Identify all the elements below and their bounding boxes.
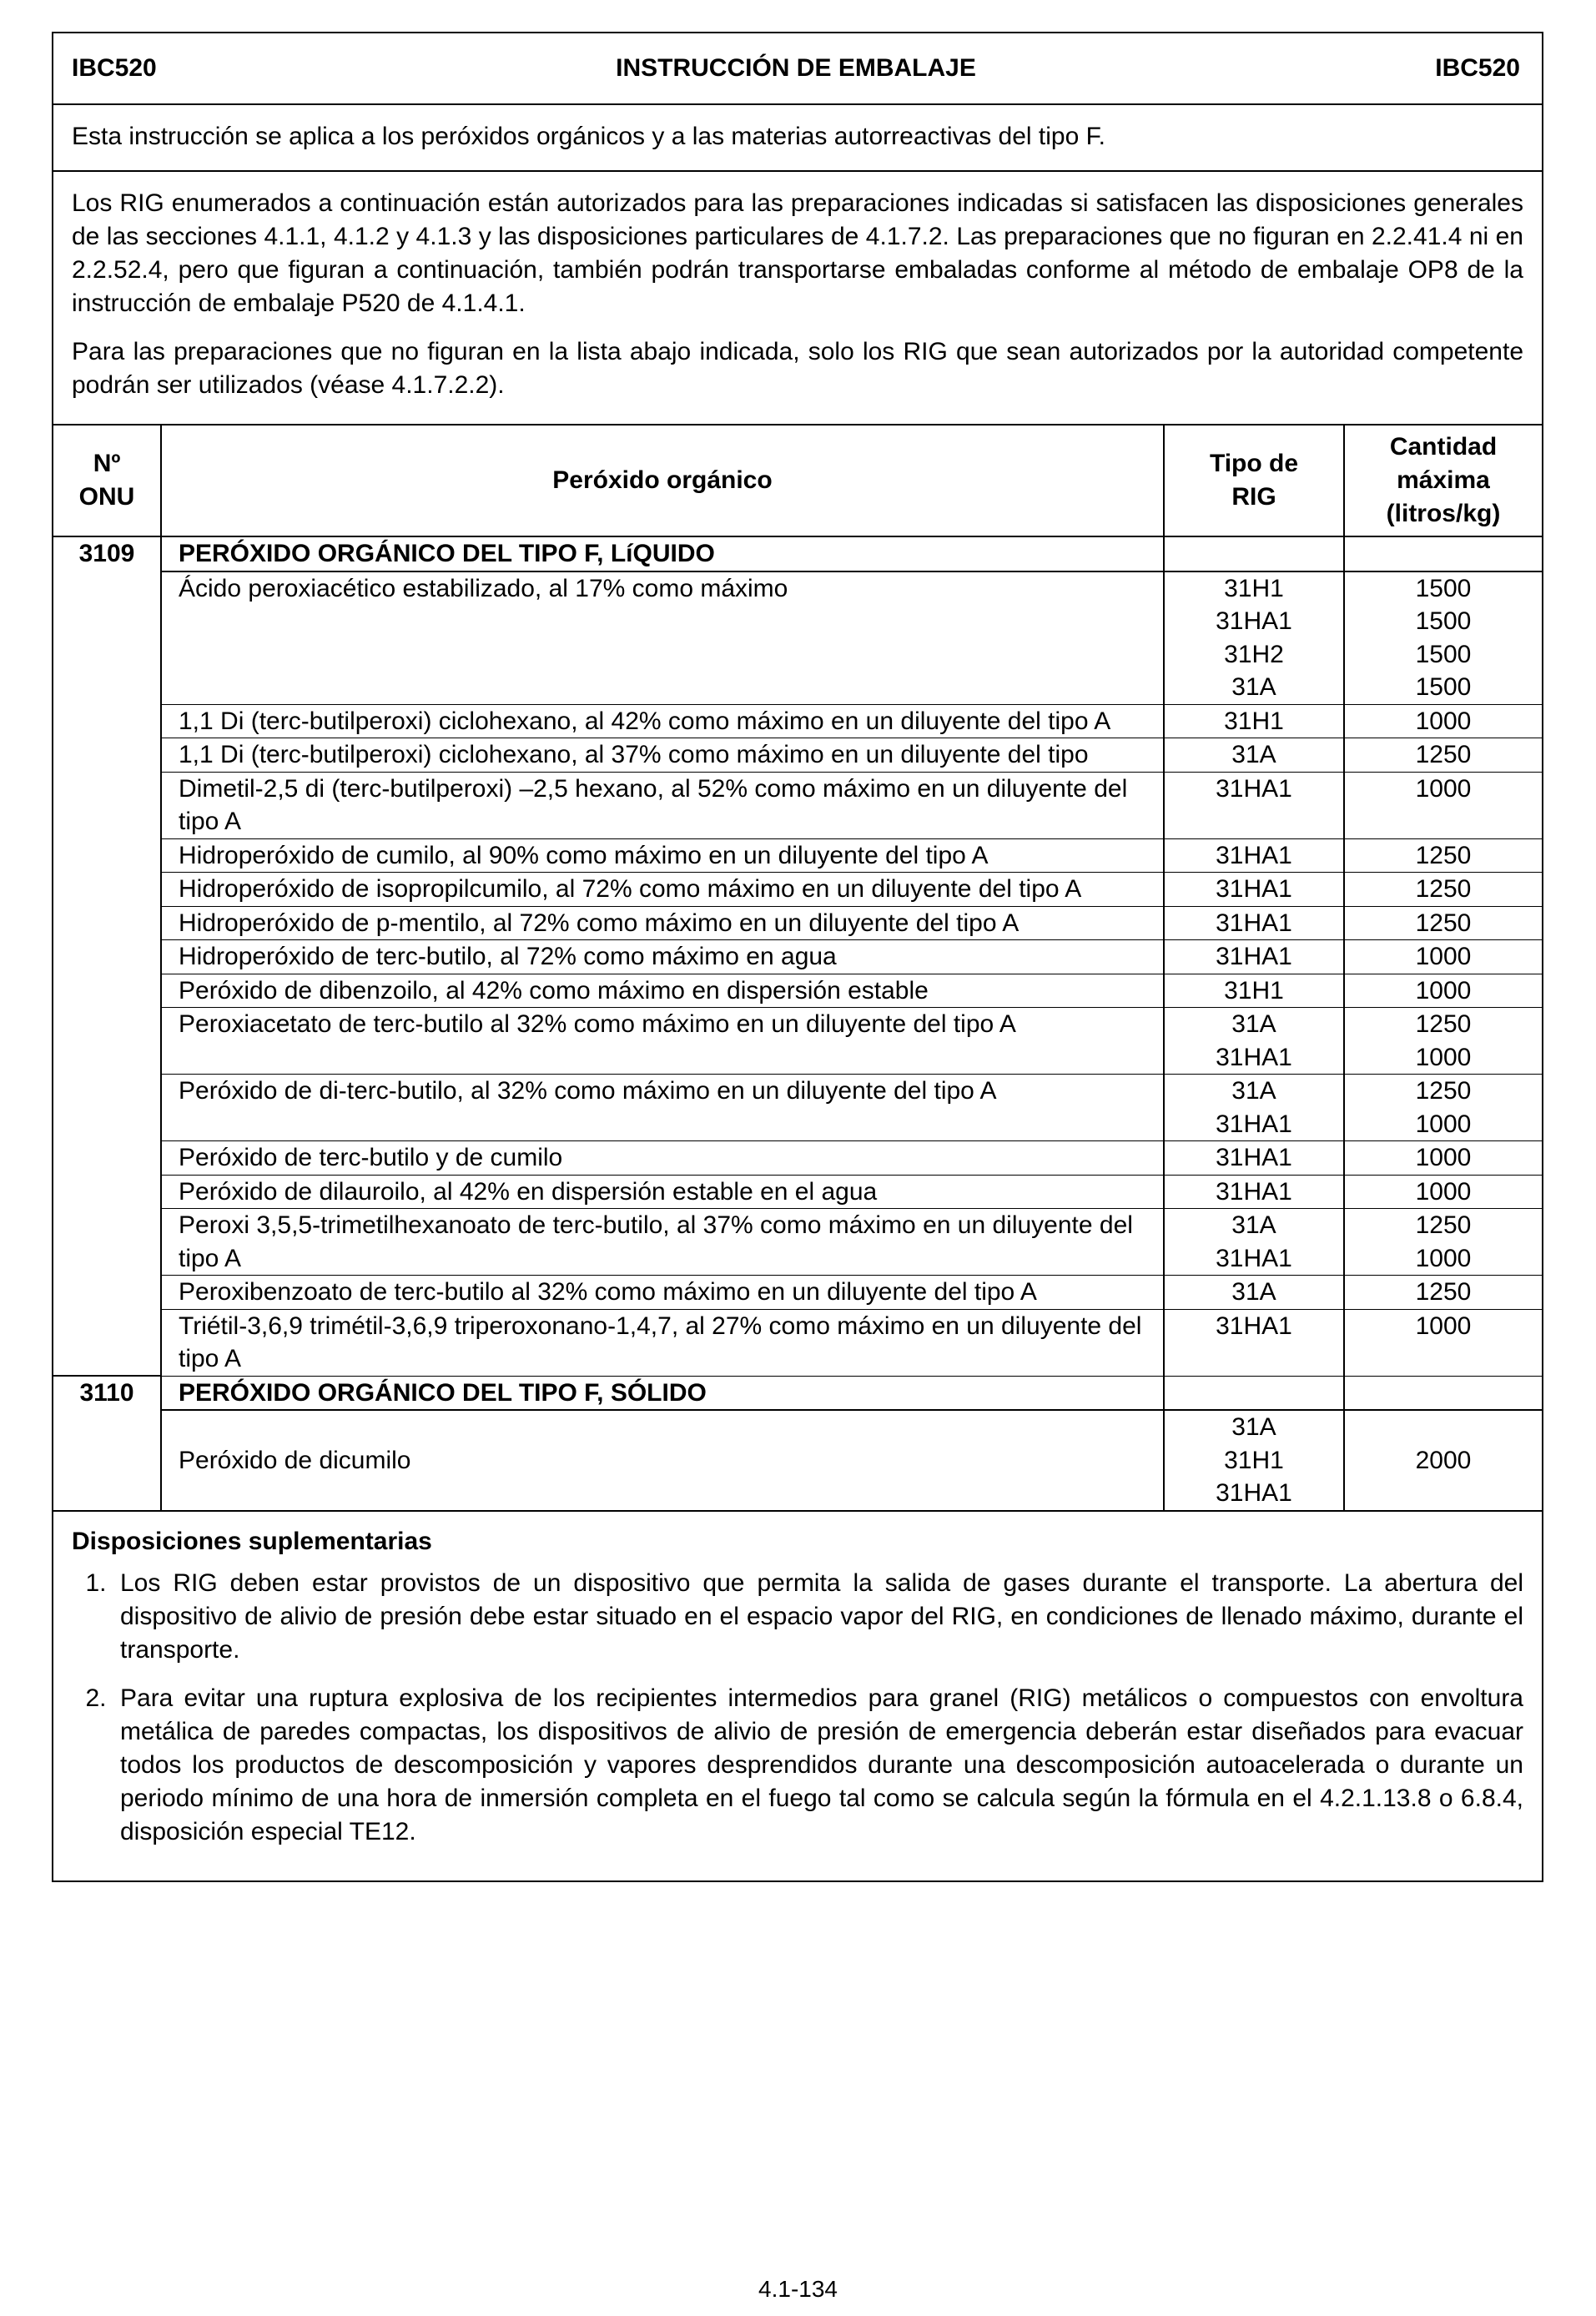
rig-types: 31HA1 (1164, 772, 1344, 838)
table-row (53, 1209, 1542, 1276)
max-quantity: 1000 (1344, 1309, 1542, 1376)
peroxide-name: Peroxiacetato de terc-butilo al 32% como máximo en un diluyente del tipo A (161, 1008, 1164, 1075)
max-quantity: 1250 1000 (1344, 1209, 1542, 1276)
instruction-header (53, 33, 1542, 105)
peroxide-name: Hidroperóxido de isopropilcumilo, al 72% como máximo en un diluyente del tipo A (161, 873, 1164, 907)
group-header-row (53, 1376, 1542, 1410)
authorization-text (53, 172, 1542, 425)
header-code-left: IBC520 (72, 54, 157, 82)
rig-types: 31A 31H1 31HA1 (1164, 1410, 1344, 1511)
table-row (53, 838, 1542, 873)
table-row (53, 873, 1542, 907)
max-quantity: 1250 1000 (1344, 1008, 1542, 1075)
peroxide-name: 1,1 Di (terc-butilperoxi) ciclohexano, al 37% como máximo en un diluyente del tipo (161, 738, 1164, 773)
provisions-list (72, 1567, 1523, 1849)
peroxide-name: Dimetil-2,5 di (terc-butilperoxi) –2,5 hexano, al 52% como máximo en un diluyente del tipo A (161, 772, 1164, 838)
table-row (53, 1075, 1542, 1141)
table-row (53, 738, 1542, 773)
rig-types: 31H1 31HA1 31H2 31A (1164, 571, 1344, 705)
table-row (53, 772, 1542, 838)
rig-types: 31HA1 (1164, 940, 1344, 974)
max-quantity: 1000 (1344, 704, 1542, 738)
max-quantity: 1500 1500 1500 1500 (1344, 571, 1542, 705)
max-quantity: 1250 1000 (1344, 1075, 1542, 1141)
max-quantity: 1250 (1344, 906, 1542, 940)
rig-types: 31A 31HA1 (1164, 1075, 1344, 1141)
table-row (53, 974, 1542, 1008)
packing-instruction-frame (52, 32, 1543, 1882)
scope-statement: Esta instrucción se aplica a los peróxidos orgánicos y a las materias autorreactivas del tipo F. (53, 105, 1542, 172)
table-row (53, 906, 1542, 940)
peroxide-name: 1,1 Di (terc-butilperoxi) ciclohexano, al 42% como máximo en un diluyente del tipo A (161, 704, 1164, 738)
table-header-row (53, 425, 1542, 536)
max-quantity: 1250 (1344, 1276, 1542, 1310)
max-quantity: 1000 (1344, 1141, 1542, 1176)
onu-number: 3110 (53, 1376, 161, 1410)
max-quantity: 1250 (1344, 873, 1542, 907)
max-quantity: 1250 (1344, 738, 1542, 773)
table-row (53, 704, 1542, 738)
peroxide-name: Peróxido de di-terc-butilo, al 32% como máximo en un diluyente del tipo A (161, 1075, 1164, 1141)
table-row (53, 1410, 1542, 1511)
rig-types: 31HA1 (1164, 838, 1344, 873)
group-title: PERÓXIDO ORGÁNICO DEL TIPO F, SÓLIDO (161, 1376, 1164, 1410)
rig-types: 31A 31HA1 (1164, 1008, 1344, 1075)
col-header-onu: Nº ONU (53, 425, 161, 536)
rig-types: 31HA1 (1164, 1309, 1344, 1376)
peroxide-name: Ácido peroxiacético estabilizado, al 17% como máximo (161, 571, 1164, 705)
max-quantity: 1000 (1344, 940, 1542, 974)
header-title: INSTRUCCIÓN DE EMBALAJE (616, 54, 976, 82)
peroxide-name: Peroxibenzoato de terc-butilo al 32% como máximo en un diluyente del tipo A (161, 1276, 1164, 1310)
group-header-row (53, 536, 1542, 571)
rig-types: 31HA1 (1164, 906, 1344, 940)
max-quantity: 2000 (1344, 1410, 1542, 1511)
peroxide-name: Hidroperóxido de p-mentilo, al 72% como máximo en un diluyente del tipo A (161, 906, 1164, 940)
table-row (53, 1309, 1542, 1376)
list-item: 1. Los RIG deben estar provistos de un dispositivo que permita la salida de gases durante el transporte. La abertura del dispositivo de alivio de presión debe estar situado en el espacio vapor del RIG, en condiciones de llenado máximo, durante el transporte. (85, 1568, 1523, 1664)
peroxide-table (53, 425, 1542, 1512)
rig-types: 31A 31HA1 (1164, 1209, 1344, 1276)
col-header-rig: Tipo de RIG (1164, 425, 1344, 536)
max-quantity: 1250 (1344, 838, 1542, 873)
col-header-quantity: Cantidad máxima (litros/kg) (1344, 425, 1542, 536)
peroxide-name: Peróxido de dilauroilo, al 42% en dispersión estable en el agua (161, 1175, 1164, 1209)
table-row (53, 940, 1542, 974)
group-title: PERÓXIDO ORGÁNICO DEL TIPO F, LíQUIDO (161, 536, 1164, 571)
rig-types: 31HA1 (1164, 1141, 1344, 1176)
col-header-peroxide: Peróxido orgánico (161, 425, 1164, 536)
peroxide-name: Hidroperóxido de cumilo, al 90% como máximo en un diluyente del tipo A (161, 838, 1164, 873)
max-quantity: 1000 (1344, 974, 1542, 1008)
rig-types: 31A (1164, 1276, 1344, 1310)
rig-types: 31HA1 (1164, 873, 1344, 907)
max-quantity: 1000 (1344, 1175, 1542, 1209)
table-row (53, 571, 1542, 705)
peroxide-name: Peróxido de terc-butilo y de cumilo (161, 1141, 1164, 1176)
page-number: 4.1-134 (758, 2276, 838, 2302)
peroxide-name: Peróxido de dibenzoilo, al 42% como máximo en dispersión estable (161, 974, 1164, 1008)
table-row (53, 1175, 1542, 1209)
rig-types: 31A (1164, 738, 1344, 773)
table-row (53, 1141, 1542, 1176)
rig-types: 31H1 (1164, 974, 1344, 1008)
max-quantity: 1000 (1344, 772, 1542, 838)
peroxide-name: Hidroperóxido de terc-butilo, al 72% como máximo en agua (161, 940, 1164, 974)
onu-number: 3109 (53, 536, 161, 571)
table-row (53, 1008, 1542, 1075)
peroxide-name: Peroxi 3,5,5-trimetilhexanoato de terc-butilo, al 37% como máximo en un diluyente del tipo A (161, 1209, 1164, 1276)
header-code-right: IBC520 (1435, 54, 1520, 82)
rig-types: 31HA1 (1164, 1175, 1344, 1209)
paragraph: Para las preparaciones que no figuran en la lista abajo indicada, solo los RIG que sean autorizados por la autoridad competente podrán ser utilizados (véase 4.1.7.2.2). (72, 338, 1523, 399)
table-row (53, 1276, 1542, 1310)
peroxide-name: Triétil-3,6,9 trimétil-3,6,9 triperoxonano-1,4,7, al 27% como máximo en un diluyente del tipo A (161, 1309, 1164, 1376)
list-item: 2. Para evitar una ruptura explosiva de los recipientes intermedios para granel (RIG) metálicos o compuestos con envoltura metálica de paredes compactas, los dispositivos de alivio de presión de emergencia deberán estar diseñados para evacuar todos los productos de descomposición y vapores desprendidos durante una descomposición autoacelerada o durante un periodo mínimo de una hora de inmersión completa en el fuego tal como se calcula según la fórmula en el 4.2.1.13.8 o 6.8.4, disposición especial TE12. (85, 1684, 1523, 1845)
rig-types: 31H1 (1164, 704, 1344, 738)
supplementary-provisions (53, 1512, 1542, 1880)
supplementary-title: Disposiciones suplementarias (72, 1527, 432, 1555)
peroxide-name: Peróxido de dicumilo (161, 1410, 1164, 1511)
paragraph: Los RIG enumerados a continuación están autorizados para las preparaciones indicadas si satisfacen las disposiciones generales de las secciones 4.1.1, 4.1.2 y 4.1.3 y las disposiciones particulares de 4.1.7.2. Las preparaciones que no figuran en 2.2.41.4 ni en 2.2.52.4, pero que figuran a continuación, también podrán transportarse embaladas conforme al método de embalaje OP8 de la instrucción de embalaje P520 de 4.1.4.1. (72, 189, 1523, 317)
